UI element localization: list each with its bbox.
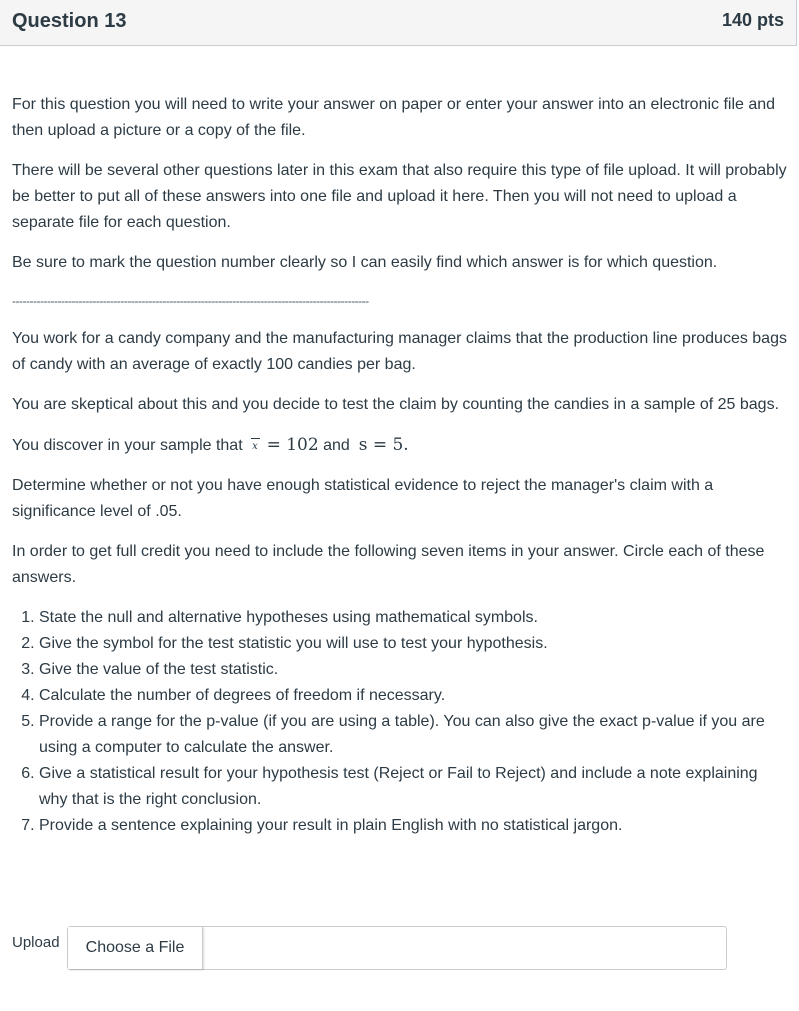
list-item: 4. Calculate the number of degrees of freedom if necessary. [39, 683, 788, 709]
x-bar-value: = 102 [266, 435, 319, 455]
intro-paragraph-3: Be sure to mark the question number clearly so I can easily find which answer is for which question. [12, 254, 718, 271]
problem-paragraph-2: You are skeptical about this and you decide to test the claim by counting the candies in a sample of 25 bags. [12, 396, 780, 413]
intro-paragraph-2: There will be several other questions later in this exam that also require this type of file upload. It will probably be better to put all of these answers into one file and upload it here. Then you will not need to upload a separate file for each question. [12, 162, 787, 231]
file-input[interactable] [67, 926, 727, 970]
intro-paragraph-1: For this question you will need to write your answer on paper or enter your answer into an electronic file and then upload a picture or a copy of the file. [12, 96, 776, 139]
list-item: 1. State the null and alternative hypotheses using mathematical symbols. [39, 605, 788, 631]
separator-line: ------------------------------------------------------------------------------------------------------ [12, 294, 369, 308]
s-value: s = 5. [358, 435, 409, 455]
question-title: Question 13 [12, 10, 127, 32]
problem-paragraph-3 [12, 432, 788, 459]
problem-paragraph-4: Determine whether or not you have enough statistical evidence to reject the manager's claim with a significance level of .05. [12, 477, 714, 520]
problem-paragraph-5: In order to get full credit you need to include the following seven items in your answer. Circle each of these answers. [12, 543, 765, 586]
answer-items-list [12, 605, 788, 839]
list-item: 5. Provide a range for the p-value (if you are using a table). You can also give the exact p-value if you are using a computer to calculate the answer. [39, 709, 788, 761]
question-header [0, 0, 797, 46]
upload-label: Upload [12, 934, 60, 951]
x-bar-symbol: x [250, 436, 262, 454]
list-item: 6. Give a statistical result for your hypothesis test (Reject or Fail to Reject) and include a note explaining why that is the right conclusion. [39, 761, 788, 813]
question-body [12, 92, 788, 839]
question-points: 140 pts [721, 10, 784, 30]
upload-row [12, 926, 728, 972]
and-word: and [323, 437, 350, 454]
sample-result-prefix: You discover in your sample that [12, 437, 243, 454]
list-item: 7. Provide a sentence explaining your result in plain English with no statistical jargon. [39, 813, 788, 839]
problem-paragraph-1: You work for a candy company and the manufacturing manager claims that the production line produces bags of candy with an average of exactly 100 candies per bag. [12, 330, 787, 373]
list-item: 2. Give the symbol for the test statistic you will use to test your hypothesis. [39, 631, 788, 657]
list-item: 3. Give the value of the test statistic. [39, 657, 788, 683]
choose-file-button[interactable]: Choose a File [68, 927, 203, 969]
